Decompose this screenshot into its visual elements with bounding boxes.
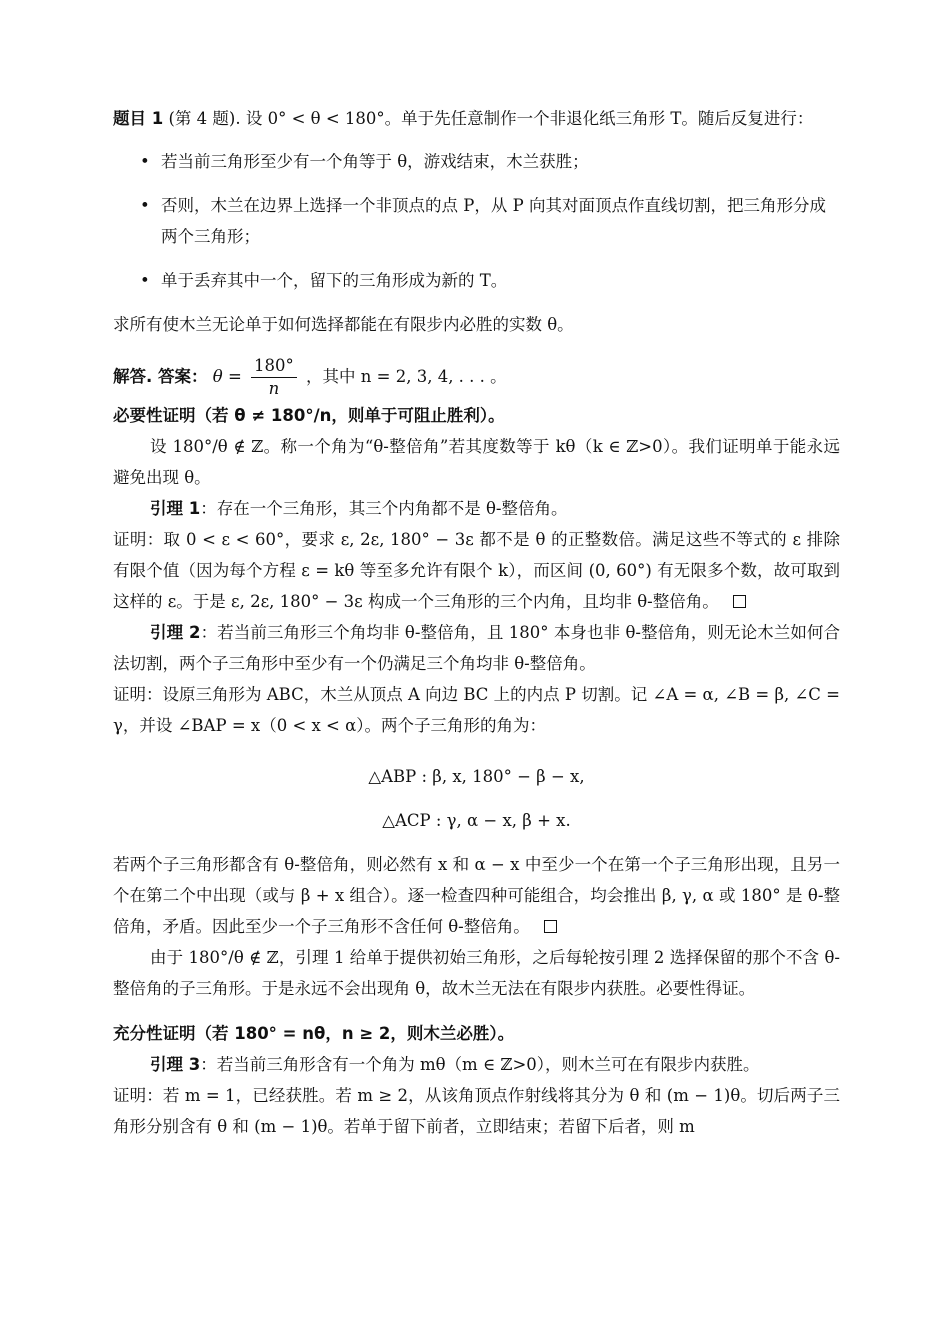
- sufficiency-heading: 充分性证明（若 180° = nθ，n ≥ 2，则木兰必胜）。: [113, 1024, 515, 1043]
- list-item: • 单于丢弃其中一个，留下的三角形成为新的 T。: [161, 265, 840, 296]
- problem-statement: [113, 103, 840, 134]
- proof-3: 证明：若 m = 1，已经获胜。若 m ≥ 2，从该角顶点作射线将其分为 θ 和 (m − 1)θ。切后两子三角形分别含有 θ 和 (m − 1)θ。若单于留下前者，立即结束；若留下后者，则 m: [113, 1086, 840, 1136]
- necessity-conclusion: 由于 180°/θ ∉ ℤ，引理 1 给单于提供初始三角形，之后每轮按引理 2 选择保留的那个不含 θ-整倍角的子三角形。于是永远不会出现角 θ，故木兰无法在有限步内获胜。必要性得证。: [113, 948, 840, 998]
- proof-2-continued: [113, 849, 840, 942]
- qed-square-icon: [544, 920, 557, 933]
- equation-acp: △ACP : γ, α − x, β + x.: [382, 811, 571, 830]
- problem-question: 求所有使木兰无论单于如何选择都能在有限步内必胜的实数 θ。: [113, 315, 574, 334]
- equation-abp: △ABP : β, x, 180° − β − x,: [368, 767, 585, 786]
- fraction-numerator: 180°: [251, 355, 297, 378]
- lemma-3-label: 引理 3: [150, 1055, 201, 1074]
- lemma-3: [113, 1049, 840, 1080]
- document-page: [113, 103, 840, 1142]
- qed-square-icon: [733, 595, 746, 608]
- proof-1-text: 证明：取 0 < ε < 60°，要求 ε, 2ε, 180° − 3ε 都不是 θ 的正整数倍。满足这些不等式的 ε 排除有限个值（因为每个方程 ε = kθ 等至多允许有限个 k），而区间 (0, 60°) 有无限多个数，故可取到这样的 ε。于是 ε, 2ε, 180° − 3ε 构成一个三角形的三个内角，且均非 θ-整倍角。: [113, 530, 840, 611]
- problem-heading: 题目 1: [113, 109, 164, 128]
- list-item: • 否则，木兰在边界上选择一个非顶点的点 P，从 P 向其对面顶点作直线切割，把三角形分成两个三角形；: [161, 190, 840, 252]
- answer-line: [113, 354, 840, 400]
- rules-list: [113, 146, 840, 296]
- lemma-2-label: 引理 2: [150, 623, 201, 642]
- proof-1: [113, 524, 840, 617]
- necessity-heading: 必要性证明（若 θ ≠ 180°/n，则单于可阻止胜利）。: [113, 406, 505, 425]
- problem-text: 设 0° < θ < 180°。单于先任意制作一个非退化纸三角形 T。随后反复进行：: [245, 109, 814, 128]
- proof-2-continued-text: 若两个子三角形都含有 θ-整倍角，则必然有 x 和 α − x 中至少一个在第一个子三角形出现，且另一个在第二个中出现（或与 β + x 组合）。逐一检查四种可能组合，均会推出 β, γ, α 或 180° 是 θ-整倍角，矛盾。因此至少一个子三角形不含任何 θ-整倍角。: [113, 855, 840, 936]
- lemma-3-text: ：若当前三角形含有一个角为 mθ（m ∈ ℤ>0），则木兰可在有限步内获胜。: [200, 1055, 760, 1074]
- necessity-intro: 设 180°/θ ∉ ℤ。称一个角为“θ-整倍角”若其度数等于 kθ（k ∈ ℤ>0）。我们证明单于能永远避免出现 θ。: [113, 437, 840, 487]
- problem-source: (第 4 题).: [168, 109, 241, 128]
- solution-heading: 解答. 答案：: [113, 367, 208, 386]
- lemma-1-text: ：存在一个三角形，其三个内角都不是 θ-整倍角。: [200, 499, 568, 518]
- list-item: • 若当前三角形至少有一个角等于 θ，游戏结束，木兰获胜；: [161, 146, 840, 177]
- fraction-denominator: n: [268, 379, 280, 398]
- answer-fraction: [251, 355, 297, 400]
- lemma-2: [113, 617, 840, 679]
- answer-lhs: θ =: [212, 367, 242, 386]
- proof-2: 证明：设原三角形为 ABC，木兰从顶点 A 向边 BC 上的内点 P 切割。记 ∠A = α, ∠B = β, ∠C = γ，并设 ∠BAP = x（0 < x < α）。两个子三角形的角为：: [113, 685, 841, 735]
- lemma-2-text: ：若当前三角形三个角均非 θ-整倍角，且 180° 本身也非 θ-整倍角，则无论木兰如何合法切割，两个子三角形中至少有一个仍满足三个角均非 θ-整倍角。: [113, 623, 840, 673]
- answer-rest: ，其中 n = 2, 3, 4, . . . 。: [306, 367, 507, 386]
- lemma-1-label: 引理 1: [150, 499, 201, 518]
- lemma-1: [113, 493, 840, 524]
